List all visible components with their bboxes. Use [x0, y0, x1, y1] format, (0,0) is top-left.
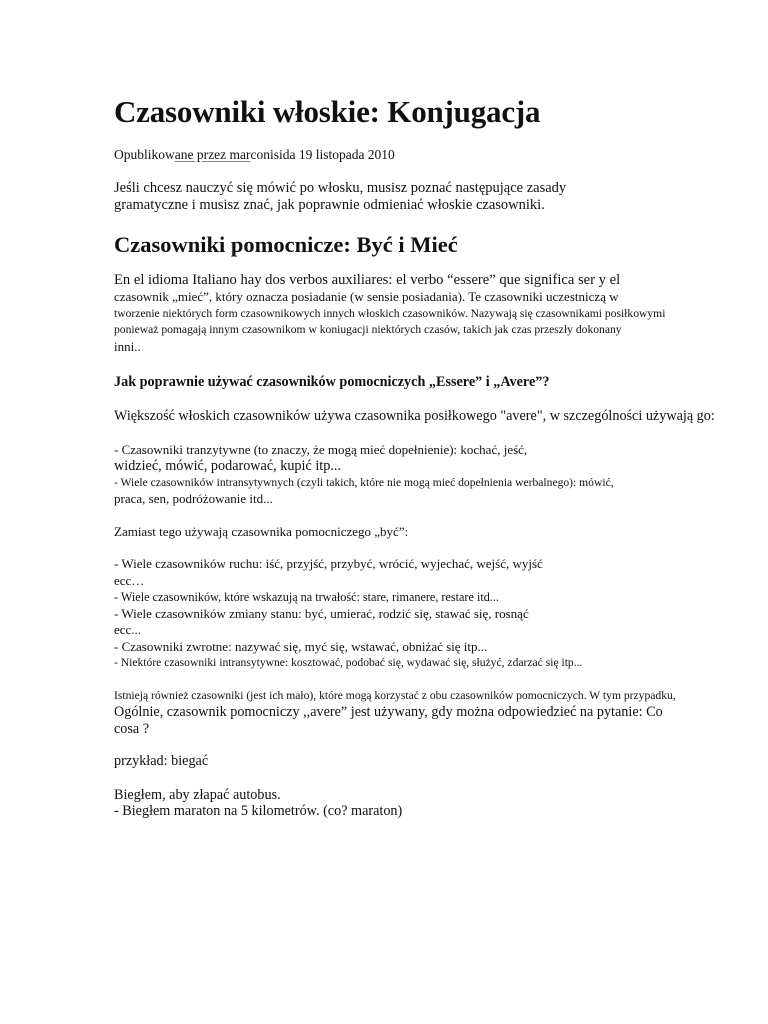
list-item: - Wiele czasowników intransytywnych (czyli takich, które nie mogą mieć dopełnienia werbalnego): mówić, [114, 475, 614, 489]
paragraph-line: ponieważ pomagają innym czasownikom w koniugacji niektórych czasów, takich jak czas przeszły dokonany [114, 323, 622, 336]
list-item: - Wiele czasowników, które wskazują na trwałość: stare, rimanere, restare itd... [114, 590, 499, 604]
paragraph-line: tworzenie niektórych form czasownikowych innych włoskich czasowników. Nazywają się czasownikami posiłkowymi [114, 306, 666, 320]
list-item: - Niektóre czasowniki intransytywne: kosztować, podobać się, wydawać się, służyć, zdarzać się itp... [114, 656, 583, 669]
list-item: ecc... [114, 622, 142, 637]
list-item: - Wiele czasowników ruchu: iść, przyjść, przybyć, wrócić, wyjechać, wejść, wyjść [114, 556, 543, 571]
list-item: widzieć, mówić, podarować, kupić itp... [114, 458, 341, 474]
both-auxiliaries-paragraph [114, 688, 768, 738]
list-item: ecc… [114, 572, 145, 588]
author-link[interactable]: ane przez mar [174, 147, 251, 162]
list-item: - Wiele czasowników zmiany stanu: być, umierać, rodzić się, stawać się, rosnąć [114, 605, 529, 621]
paragraph-line: czasownik „mieć”, który oznacza posiadanie (w sensie posiadania). Te czasowniki uczestniczą w [114, 289, 619, 304]
paragraph-line: Istnieją również czasowniki (jest ich mało), które mogą korzystać z obu czasowników pomocniczych. W tym przypadku, [114, 688, 676, 702]
list-item: praca, sen, podróżowanie itd... [114, 491, 273, 506]
list-item: - Czasowniki tranzytywne (to znaczy, że mogą mieć dopełnienie): kochać, jeść, [114, 441, 528, 457]
paragraph-line: inni.. [114, 338, 141, 354]
avere-list [114, 442, 768, 508]
avere-intro-text: Większość włoskich czasowników używa czasownika posiłkowego "avere", w szczególności używają go: [114, 408, 715, 424]
example-item: - Biegłem maraton na 5 kilometrów. (co? maraton) [114, 803, 403, 819]
section-heading: Czasowniki pomocnicze: Być i Mieć [114, 232, 458, 257]
intro-line: Jeśli chcesz nauczyć się mówić po włosku, musisz poznać następujące zasady [114, 180, 567, 196]
byline-prefix: Opublikow [114, 147, 175, 162]
intro-paragraph [114, 180, 768, 214]
list-item: - Czasowniki zwrotne: nazywać się, myć się, wstawać, obniżać się itp... [114, 638, 488, 654]
essere-intro [114, 524, 768, 541]
essere-list [114, 556, 768, 672]
paragraph-line: En el idioma Italiano hay dos verbos auxiliares: el verbo “essere” que significa ser y el [114, 272, 621, 288]
document-page [114, 93, 768, 820]
byline [114, 147, 768, 163]
example-label [114, 753, 768, 770]
page-title: Czasowniki włoskie: Konjugacja [114, 94, 541, 129]
examples [114, 787, 768, 820]
paragraph-line: cosa ? [114, 720, 150, 737]
essere-intro-text: Zamiast tego używają czasownika pomocniczego „być”: [114, 523, 409, 539]
intro-line: gramatyczne i musisz znać, jak poprawnie odmieniać włoskie czasowniki. [114, 197, 545, 213]
avere-intro [114, 408, 768, 425]
example-label-text: przykład: biegać [114, 753, 209, 769]
paragraph-line: Ogólnie, czasownik pomocniczy ,,avere” jest używany, gdy można odpowiedzieć na pytanie: Co [114, 704, 663, 720]
question-heading: Jak poprawnie używać czasowników pomocniczych „Essere” i „Avere”? [114, 374, 550, 390]
byline-suffix: conisida 19 listopada 2010 [250, 147, 395, 162]
auxiliary-paragraph [114, 272, 768, 355]
example-item: Biegłem, aby złapać autobus. [114, 786, 281, 803]
